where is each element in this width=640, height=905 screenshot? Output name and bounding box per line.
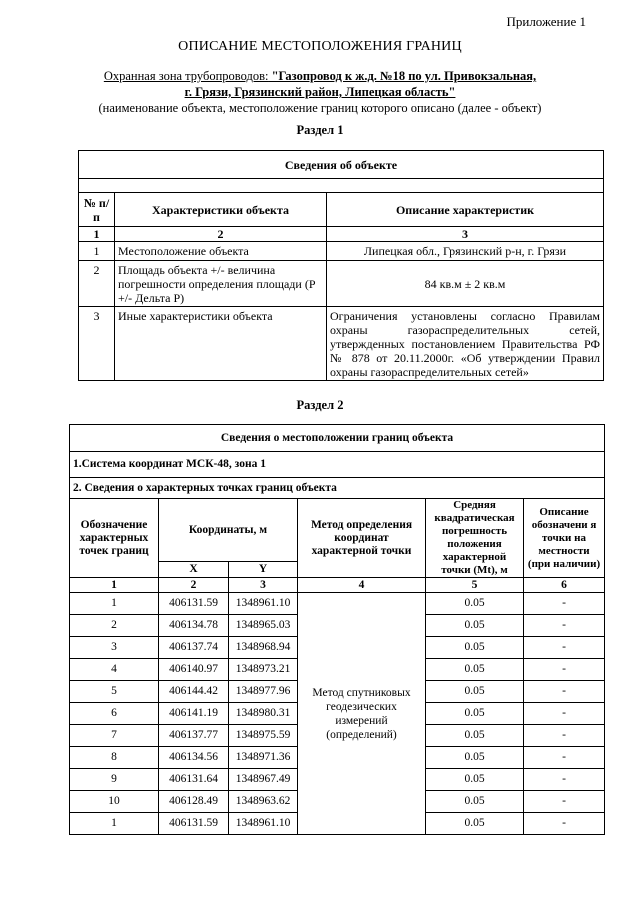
point-error: 0.05 <box>426 725 524 747</box>
boundary-points-table <box>69 424 605 835</box>
point-rows <box>70 593 605 835</box>
col-number: 4 <box>298 578 426 593</box>
row-description: Ограничения установлены согласно Правилам охраны газораспределительных сетей, утвержденных постановлением Правительства РФ № 878 от 20.11.2000г. «Об утверждении Правил охраны газораспределительных сетей» <box>327 307 604 381</box>
point-error: 0.05 <box>426 703 524 725</box>
point-y: 1348977.96 <box>229 681 298 703</box>
col-number: 5 <box>426 578 524 593</box>
point-error: 0.05 <box>426 747 524 769</box>
header-designation: Обозначение характерных точек границ <box>70 499 159 578</box>
point-y: 1348961.10 <box>229 593 298 615</box>
point-y: 1348967.49 <box>229 769 298 791</box>
point-number: 10 <box>70 791 159 813</box>
point-x: 406128.49 <box>159 791 229 813</box>
point-number: 5 <box>70 681 159 703</box>
point-description: - <box>524 615 605 637</box>
point-y: 1348961.10 <box>229 813 298 835</box>
point-x: 406137.74 <box>159 637 229 659</box>
col-number: 2 <box>115 227 327 242</box>
row-num: 2 <box>79 261 115 307</box>
point-x: 406131.64 <box>159 769 229 791</box>
object-line-1 <box>60 68 580 84</box>
header-method: Метод определения координат характерной точки <box>298 499 426 578</box>
spacer-row <box>79 179 604 193</box>
row-characteristic: Местоположение объекта <box>115 242 327 261</box>
row-characteristic: Площадь объекта +/- величина погрешности определения площади (P +/- Дельта P) <box>115 261 327 307</box>
object-name-line-2: г. Грязи, Грязинский район, Липецкая область" <box>184 85 456 99</box>
point-number: 6 <box>70 703 159 725</box>
col-header-num: № п/п <box>79 193 115 227</box>
point-error: 0.05 <box>426 769 524 791</box>
row-description: Липецкая обл., Грязинский р-н, г. Грязи <box>327 242 604 261</box>
col-number: 3 <box>229 578 298 593</box>
header-y: Y <box>229 562 298 578</box>
header-error: Средняя квадратическая погрешность положения характерной точки (Mt), м <box>426 499 524 578</box>
point-error: 0.05 <box>426 681 524 703</box>
header-coords: Координаты, м <box>159 499 298 562</box>
point-x: 406144.42 <box>159 681 229 703</box>
col-header-description: Описание характеристик <box>327 193 604 227</box>
point-description: - <box>524 813 605 835</box>
object-line-2 <box>60 84 580 100</box>
col-number: 6 <box>524 578 605 593</box>
points-subtitle: 2. Сведения о характерных точках границ объекта <box>70 478 605 499</box>
point-number: 1 <box>70 813 159 835</box>
point-x: 406134.78 <box>159 615 229 637</box>
object-prefix: Охранная зона трубопроводов: <box>103 69 269 83</box>
point-description: - <box>524 747 605 769</box>
point-number: 2 <box>70 615 159 637</box>
point-y: 1348971.36 <box>229 747 298 769</box>
point-y: 1348965.03 <box>229 615 298 637</box>
point-y: 1348963.62 <box>229 791 298 813</box>
object-info-table <box>78 150 604 381</box>
point-x: 406131.59 <box>159 593 229 615</box>
point-description: - <box>524 593 605 615</box>
row-characteristic: Иные характеристики объекта <box>115 307 327 381</box>
object-caption: (наименование объекта, местоположение границ которого описано (далее - объект) <box>98 101 542 115</box>
object-info-table-title: Сведения об объекте <box>79 151 604 179</box>
point-x: 406134.56 <box>159 747 229 769</box>
point-error: 0.05 <box>426 659 524 681</box>
row-description: 84 кв.м ± 2 кв.м <box>327 261 604 307</box>
point-number: 4 <box>70 659 159 681</box>
section-2-title: Раздел 2 <box>296 398 344 412</box>
col-number: 3 <box>327 227 604 242</box>
point-error: 0.05 <box>426 615 524 637</box>
point-description: - <box>524 725 605 747</box>
col-number: 2 <box>159 578 229 593</box>
point-error: 0.05 <box>426 813 524 835</box>
point-x: 406131.59 <box>159 813 229 835</box>
row-num: 1 <box>79 242 115 261</box>
point-x: 406140.97 <box>159 659 229 681</box>
point-number: 7 <box>70 725 159 747</box>
point-y: 1348975.59 <box>229 725 298 747</box>
point-y: 1348973.21 <box>229 659 298 681</box>
section-1-title: Раздел 1 <box>296 123 344 137</box>
point-description: - <box>524 703 605 725</box>
object-name-line-1: "Газопровод к ж.д. №18 по ул. Привокзальная, <box>268 69 537 83</box>
appendix-label: Приложение 1 <box>506 14 586 29</box>
col-number: 1 <box>70 578 159 593</box>
point-y: 1348968.94 <box>229 637 298 659</box>
point-description: - <box>524 681 605 703</box>
coordinate-system: 1.Система координат МСК-48, зона 1 <box>70 452 605 478</box>
boundary-table-title: Сведения о местоположении границ объекта <box>70 425 605 452</box>
point-error: 0.05 <box>426 791 524 813</box>
method-cell: Метод спутниковых геодезических измерений (определений) <box>298 593 426 835</box>
header-x: X <box>159 562 229 578</box>
point-y: 1348980.31 <box>229 703 298 725</box>
point-description: - <box>524 791 605 813</box>
table-row <box>70 593 605 615</box>
point-x: 406137.77 <box>159 725 229 747</box>
document-title: ОПИСАНИЕ МЕСТОПОЛОЖЕНИЯ ГРАНИЦ <box>178 39 462 54</box>
point-number: 8 <box>70 747 159 769</box>
point-number: 1 <box>70 593 159 615</box>
object-description <box>60 68 580 116</box>
point-error: 0.05 <box>426 637 524 659</box>
point-description: - <box>524 659 605 681</box>
point-error: 0.05 <box>426 593 524 615</box>
row-num: 3 <box>79 307 115 381</box>
col-number: 1 <box>79 227 115 242</box>
col-header-characteristic: Характеристики объекта <box>115 193 327 227</box>
header-point-description: Описание обозначени я точки на местности (при наличии) <box>524 499 605 578</box>
point-number: 3 <box>70 637 159 659</box>
point-description: - <box>524 769 605 791</box>
point-number: 9 <box>70 769 159 791</box>
point-x: 406141.19 <box>159 703 229 725</box>
point-description: - <box>524 637 605 659</box>
